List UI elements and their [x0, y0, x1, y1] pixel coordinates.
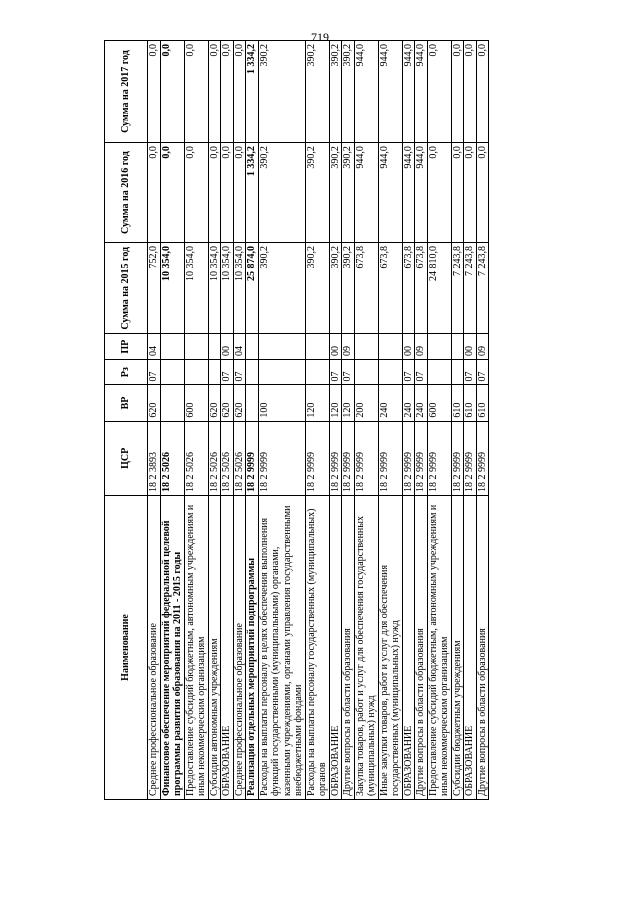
- cell-pr: [305, 334, 329, 360]
- cell-rz: [208, 359, 221, 385]
- cell-pr: 09: [342, 334, 355, 360]
- cell-name: Субсидии бюджетным учреждениям: [451, 495, 464, 799]
- cell-rz: 07: [476, 359, 489, 385]
- table-body: [148, 41, 489, 800]
- cell-sum-2015: 390,2: [305, 243, 329, 334]
- cell-csr: 18 2 9999: [415, 421, 428, 495]
- cell-sum-2016: 0,0: [184, 143, 208, 243]
- cell-rz: [305, 359, 329, 385]
- cell-sum-2015: 10 354,0: [184, 243, 208, 334]
- cell-pr: [427, 334, 451, 360]
- cell-pr: [208, 334, 221, 360]
- cell-sum-2017: 390,2: [258, 41, 305, 143]
- cell-vr: 240: [402, 385, 415, 421]
- cell-sum-2017: 0,0: [233, 41, 246, 143]
- cell-rz: 07: [415, 359, 428, 385]
- cell-name: Предоставление субсидий бюджетным, автономным учреждениям и иным некоммерческим организациям: [427, 495, 451, 799]
- cell-sum-2015: 390,2: [342, 243, 355, 334]
- table-row: [329, 41, 342, 800]
- cell-sum-2015: 752,0: [148, 243, 161, 334]
- cell-sum-2017: 0,0: [160, 41, 184, 143]
- cell-sum-2015: 7 243,8: [464, 243, 477, 334]
- cell-rz: [160, 359, 184, 385]
- cell-rz: [354, 359, 378, 385]
- cell-pr: 00: [464, 334, 477, 360]
- cell-vr: 620: [148, 385, 161, 421]
- table-row: [427, 41, 451, 800]
- cell-sum-2016: 944,0: [378, 143, 402, 243]
- cell-name: Предоставление субсидий бюджетным, автономным учреждениям и иным некоммерческим организациям: [184, 495, 208, 799]
- cell-sum-2015: 10 354,0: [221, 243, 234, 334]
- cell-csr: 18 2 9999: [402, 421, 415, 495]
- cell-name: ОБРАЗОВАНИЕ: [402, 495, 415, 799]
- cell-name: Реализация отдельных мероприятий подпрограммы: [246, 495, 259, 799]
- cell-sum-2017: 0,0: [427, 41, 451, 143]
- cell-csr: 18 2 5026: [233, 421, 246, 495]
- cell-name: Иные закупки товаров, работ и услуг для обеспечения государственных (муниципальных) нужд: [378, 495, 402, 799]
- cell-name: Расходы на выплаты персоналу государственных (муниципальных) органов: [305, 495, 329, 799]
- cell-pr: [354, 334, 378, 360]
- cell-sum-2016: 0,0: [476, 143, 489, 243]
- cell-vr: 100: [258, 385, 305, 421]
- cell-csr: 18 2 9999: [354, 421, 378, 495]
- cell-csr: 18 2 9999: [451, 421, 464, 495]
- cell-rz: [184, 359, 208, 385]
- table-row: [160, 41, 184, 800]
- cell-pr: 09: [415, 334, 428, 360]
- cell-csr: 18 2 3893: [148, 421, 161, 495]
- cell-sum-2017: 390,2: [342, 41, 355, 143]
- cell-csr: 18 2 9999: [378, 421, 402, 495]
- cell-rz: [451, 359, 464, 385]
- table-row: [221, 41, 234, 800]
- cell-vr: 620: [233, 385, 246, 421]
- table-row: [451, 41, 464, 800]
- cell-csr: 18 2 9999: [427, 421, 451, 495]
- cell-sum-2015: 24 810,0: [427, 243, 451, 334]
- cell-pr: 00: [329, 334, 342, 360]
- cell-name: ОБРАЗОВАНИЕ: [464, 495, 477, 799]
- cell-pr: 09: [476, 334, 489, 360]
- cell-sum-2016: 390,2: [329, 143, 342, 243]
- cell-name: Среднее профессиональное образование: [148, 495, 161, 799]
- cell-vr: 620: [221, 385, 234, 421]
- table-row: [402, 41, 415, 800]
- cell-pr: 00: [221, 334, 234, 360]
- cell-sum-2016: 0,0: [451, 143, 464, 243]
- cell-pr: [258, 334, 305, 360]
- cell-sum-2017: 944,0: [378, 41, 402, 143]
- cell-vr: 240: [415, 385, 428, 421]
- cell-sum-2017: 0,0: [221, 41, 234, 143]
- table-row: [246, 41, 259, 800]
- cell-pr: [246, 334, 259, 360]
- cell-sum-2015: 673,8: [402, 243, 415, 334]
- cell-vr: 600: [184, 385, 208, 421]
- cell-name: Финансовое обеспечение мероприятий федеральной целевой программы развития образования на 2011 - 2015 годы: [160, 495, 184, 799]
- cell-sum-2015: 10 354,0: [160, 243, 184, 334]
- cell-sum-2015: 673,8: [378, 243, 402, 334]
- cell-sum-2016: 0,0: [233, 143, 246, 243]
- cell-sum-2016: 390,2: [258, 143, 305, 243]
- table-row: [233, 41, 246, 800]
- cell-rz: 07: [464, 359, 477, 385]
- cell-sum-2017: 944,0: [415, 41, 428, 143]
- cell-vr: 120: [342, 385, 355, 421]
- cell-vr: 120: [329, 385, 342, 421]
- table-row: [342, 41, 355, 800]
- cell-sum-2015: 673,8: [415, 243, 428, 334]
- cell-sum-2016: 944,0: [402, 143, 415, 243]
- cell-csr: 18 2 5026: [221, 421, 234, 495]
- table-row: [415, 41, 428, 800]
- table-row: [208, 41, 221, 800]
- cell-pr: 04: [148, 334, 161, 360]
- cell-sum-2017: 0,0: [208, 41, 221, 143]
- cell-vr: 120: [305, 385, 329, 421]
- rotated-page-content: [104, 40, 634, 800]
- header-rz: Рз: [105, 359, 148, 385]
- table-row: [148, 41, 161, 800]
- cell-sum-2015: 7 243,8: [451, 243, 464, 334]
- header-csr: ЦСР: [105, 421, 148, 495]
- cell-rz: 07: [402, 359, 415, 385]
- table-row: [354, 41, 378, 800]
- page-number: 719: [311, 30, 329, 44]
- cell-name: Субсидии автономным учреждениям: [208, 495, 221, 799]
- table-row: [184, 41, 208, 800]
- cell-name: Другие вопросы в области образования: [476, 495, 489, 799]
- cell-rz: 07: [221, 359, 234, 385]
- cell-sum-2017: 0,0: [148, 41, 161, 143]
- cell-sum-2017: 944,0: [354, 41, 378, 143]
- table-row: [258, 41, 305, 800]
- cell-sum-2016: 0,0: [160, 143, 184, 243]
- cell-rz: [246, 359, 259, 385]
- cell-vr: 600: [427, 385, 451, 421]
- cell-sum-2015: 390,2: [258, 243, 305, 334]
- cell-sum-2017: 0,0: [476, 41, 489, 143]
- cell-rz: [258, 359, 305, 385]
- cell-vr: 610: [476, 385, 489, 421]
- header-sum-2015: Сумма на 2015 год: [105, 243, 148, 334]
- cell-csr: 18 2 5026: [184, 421, 208, 495]
- cell-pr: [451, 334, 464, 360]
- cell-sum-2017: 0,0: [464, 41, 477, 143]
- cell-sum-2017: 390,2: [305, 41, 329, 143]
- cell-sum-2015: 390,2: [329, 243, 342, 334]
- cell-sum-2016: 0,0: [208, 143, 221, 243]
- cell-rz: 07: [329, 359, 342, 385]
- cell-pr: [378, 334, 402, 360]
- cell-csr: 18 2 9999: [305, 421, 329, 495]
- cell-sum-2016: 944,0: [354, 143, 378, 243]
- cell-csr: 18 2 9999: [329, 421, 342, 495]
- cell-sum-2015: 7 243,8: [476, 243, 489, 334]
- cell-sum-2016: 944,0: [415, 143, 428, 243]
- table-row: [464, 41, 477, 800]
- cell-sum-2016: 0,0: [427, 143, 451, 243]
- cell-name: ОБРАЗОВАНИЕ: [221, 495, 234, 799]
- cell-sum-2017: 1 334,2: [246, 41, 259, 143]
- cell-vr: [160, 385, 184, 421]
- cell-csr: 18 2 9999: [476, 421, 489, 495]
- cell-name: Среднее профессиональное образование: [233, 495, 246, 799]
- cell-name: ОБРАЗОВАНИЕ: [329, 495, 342, 799]
- cell-sum-2016: 0,0: [148, 143, 161, 243]
- cell-sum-2015: 10 354,0: [233, 243, 246, 334]
- cell-csr: 18 2 5026: [160, 421, 184, 495]
- cell-csr: 18 2 9999: [342, 421, 355, 495]
- cell-rz: [378, 359, 402, 385]
- cell-vr: [246, 385, 259, 421]
- cell-vr: 240: [378, 385, 402, 421]
- cell-csr: 18 2 5026: [208, 421, 221, 495]
- cell-rz: 07: [148, 359, 161, 385]
- cell-name: Расходы на выплаты персоналу в целях обеспечения выполнения функций государственными (муниципальными) органами, казенными учреждениями, органами управления государственными внебюджетными фондами: [258, 495, 305, 799]
- cell-sum-2016: 390,2: [342, 143, 355, 243]
- cell-rz: 07: [233, 359, 246, 385]
- cell-sum-2016: 390,2: [305, 143, 329, 243]
- cell-sum-2016: 0,0: [221, 143, 234, 243]
- cell-sum-2017: 944,0: [402, 41, 415, 143]
- header-sum-2017: Сумма на 2017 год: [105, 41, 148, 143]
- cell-pr: [160, 334, 184, 360]
- cell-name: Другие вопросы в области образования: [415, 495, 428, 799]
- cell-pr: [184, 334, 208, 360]
- cell-sum-2015: 673,8: [354, 243, 378, 334]
- table-row: [476, 41, 489, 800]
- cell-pr: 00: [402, 334, 415, 360]
- header-sum-2016: Сумма на 2016 год: [105, 143, 148, 243]
- cell-sum-2016: 0,0: [464, 143, 477, 243]
- table-row: [305, 41, 329, 800]
- cell-vr: 620: [208, 385, 221, 421]
- cell-csr: 18 2 9999: [258, 421, 305, 495]
- cell-name: Другие вопросы в области образования: [342, 495, 355, 799]
- header-vr: ВР: [105, 385, 148, 421]
- cell-sum-2015: 10 354,0: [208, 243, 221, 334]
- cell-pr: 04: [233, 334, 246, 360]
- table-header-row: [105, 41, 148, 800]
- cell-sum-2015: 25 874,0: [246, 243, 259, 334]
- header-pr: ПР: [105, 334, 148, 360]
- cell-rz: 07: [342, 359, 355, 385]
- header-name: Наименование: [105, 495, 148, 799]
- cell-name: Закупка товаров, работ и услуг для обеспечения государственных (муниципальных) нужд: [354, 495, 378, 799]
- cell-vr: 200: [354, 385, 378, 421]
- cell-vr: 610: [451, 385, 464, 421]
- cell-csr: 18 2 9999: [246, 421, 259, 495]
- budget-table: [104, 40, 489, 800]
- cell-csr: 18 2 9999: [464, 421, 477, 495]
- cell-rz: [427, 359, 451, 385]
- table-row: [378, 41, 402, 800]
- cell-sum-2017: 0,0: [451, 41, 464, 143]
- cell-vr: 610: [464, 385, 477, 421]
- cell-sum-2016: 1 334,2: [246, 143, 259, 243]
- cell-sum-2017: 390,2: [329, 41, 342, 143]
- cell-sum-2017: 0,0: [184, 41, 208, 143]
